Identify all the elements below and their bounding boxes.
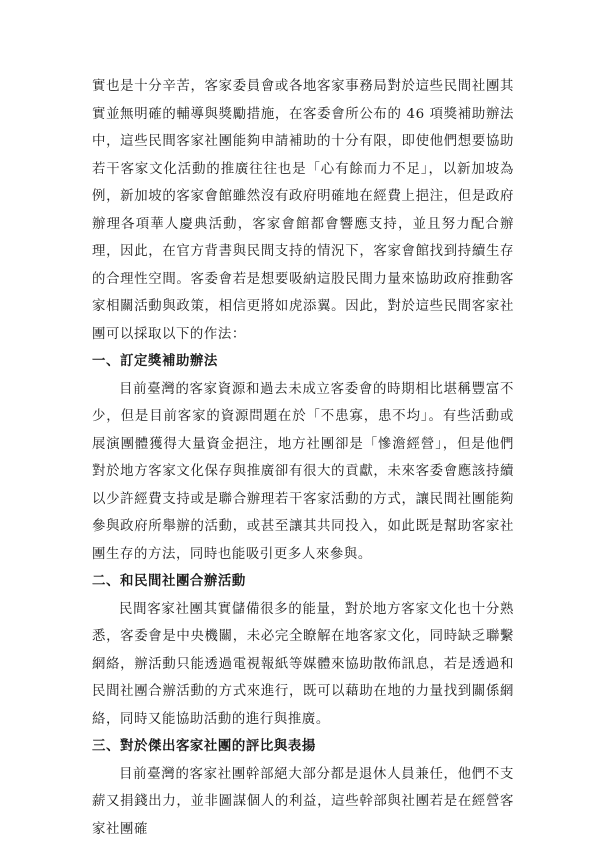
section-heading-2: 二、和民間社團合辦活動	[92, 573, 246, 589]
body-paragraph-3: 目前臺灣的客家社團幹部絕大部分都是退休人員兼任，他們不支薪又捐錢出力，並非圖謀個人的利益，這些幹部與社團若是在經營客家社團確	[92, 766, 514, 837]
section-heading-3: 三、對於傑出客家社團的評比與表揚	[92, 738, 316, 754]
body-paragraph-intro: 實也是十分辛苦，客家委員會或各地客家事務局對於這些民間社團其實並無明確的輔導與獎勵措施，在客委會所公布的 46 項獎補助辦法中，這些民間客家社團能夠申請補助的十分有限，即使他們想要協助若干客家文化活動的推廣往往也是「心有餘而力不足」，以新加坡為例，新加坡的客家會館雖然沒有政府明確地在經費上挹注，但是政府辦理各項華人慶典活動，客家會館都會響應支持，並且努力配合辦理，因此，在官方背書與民間支持的情況下，客家會館找到持續生存的合理性空間。客委會若是想要吸納這股民間力量來協助政府推動客家相關活動與政策，相信更將如虎添翼。因此，對於這些民間客家社團可以採取以下的作法：	[92, 79, 514, 342]
body-paragraph-1: 目前臺灣的客家資源和過去未成立客委會的時期相比堪稱豐富不少，但是目前客家的資源問題在於「不患寡，患不均」。有些活動或展演團體獲得大量資金挹注，地方社團卻是「慘澹經營」，但是他們對於地方客家文化保存與推廣卻有很大的貢獻，未來客委會應該持續以少許經費支持或是聯合辦理若干客家活動的方式，讓民間社團能夠參與政府所舉辦的活動，或甚至讓其共同投入，如此既是幫助客家社團生存的方法，同時也能吸引更多人來參與。	[92, 381, 514, 562]
section-heading-1: 一、訂定獎補助辦法	[92, 353, 218, 369]
body-paragraph-2: 民間客家社團其實儲備很多的能量，對於地方客家文化也十分熟悉，客委會是中央機關，未必完全瞭解在地客家文化，同時缺乏聯繫網絡，辦活動只能透過電視報紙等媒體來協助散佈訊息，若是透過和民間社團合辦活動的方式來進行，既可以藉助在地的力量找到關係網絡，同時又能協助活動的進行與推廣。	[92, 601, 514, 727]
